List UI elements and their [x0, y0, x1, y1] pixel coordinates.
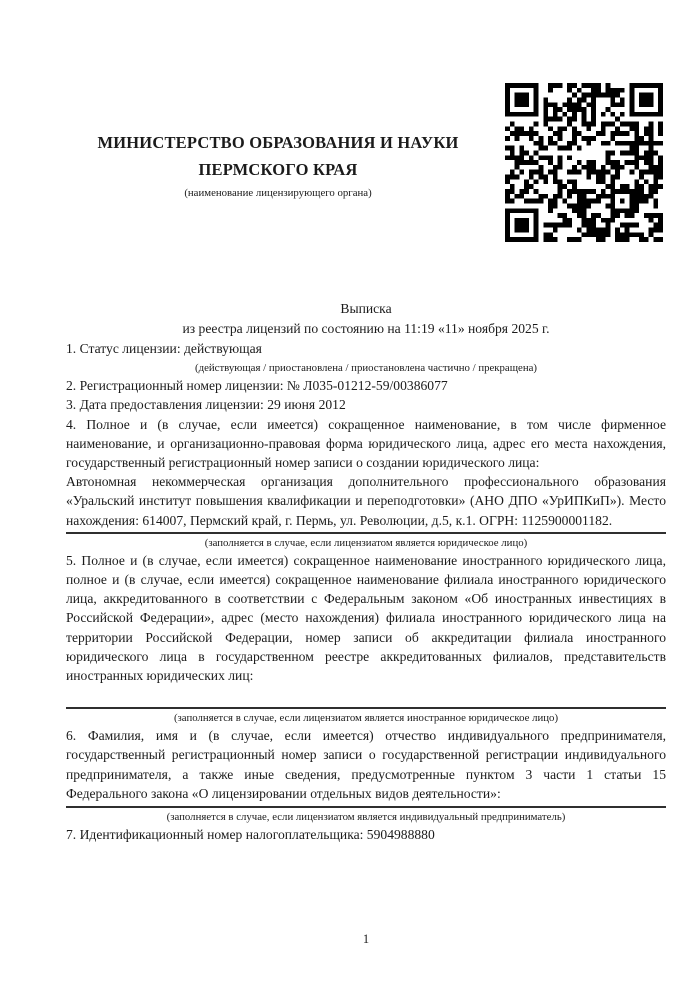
item-registration-number: 2. Регистрационный номер лицензии: № Л035-01212-59/00386077 [66, 378, 448, 394]
fill-line-legal-entity [66, 532, 666, 534]
item-license-status-caption: (действующая / приостановлена / приостановлена частично / прекращена) [195, 362, 537, 375]
ministry-caption: (наименование лицензирующего органа) [184, 187, 372, 199]
ministry-name-line2: ПЕРМСКОГО КРАЯ [198, 160, 358, 179]
item-legal-entity-caption: (заполняется в случае, если лицензиатом является юридическое лицо) [204, 536, 528, 549]
title-line1: Выписка [340, 301, 392, 316]
page-number: 1 [362, 932, 370, 946]
fill-line-foreign-entity [66, 707, 666, 709]
item-grant-date: 3. Дата предоставления лицензии: 29 июня 2012 [66, 397, 346, 413]
fill-line-individual-entrepreneur [66, 806, 666, 808]
document-body [66, 0, 666, 844]
item-individual-entrepreneur-label: 6. Фамилия, имя и (в случае, если имеется) отчество индивидуального предпринимателя, государственный регистрационный номер записи о государственной регистрации индивидуального предпринимателя, а также иные сведения, предусмотренные пунктом 3 части 1 статьи 15 Федерального закона «О лицензировании отдельных видов деятельности»: [66, 728, 666, 801]
item-license-status: 1. Статус лицензии: действующая [66, 341, 262, 356]
item-legal-entity-label: 4. Полное и (в случае, если имеется) сокращенное наименование, в том числе фирменное наименование, и организационно-правовая форма юридического лица, адрес его места нахождения, государственный регистрационный номер записи о создании юридического лица: [66, 416, 666, 471]
document-title [66, 299, 666, 339]
item-legal-entity-value: Автономная некоммерческая организация дополнительного профессионального образования «Уральский институт повышения квалификации и переподготовки» (АНО ДПО «УрИПКиП»). Место нахождения: 614007, Пермский край, г. Пермь, ул. Революции, д.5, к.1. ОГРН: 1125900001182. [66, 474, 666, 528]
title-line2: из реестра лицензий по состоянию на 11:19 «11» ноября 2025 г. [182, 321, 550, 336]
ministry-name-line1: МИНИСТЕРСТВО ОБРАЗОВАНИЯ И НАУКИ [97, 133, 459, 152]
item-foreign-entity-label: 5. Полное и (в случае, если имеется) сокращенное наименование иностранного юридического лица, полное и (в случае, если имеется) сокращенное наименование филиала иностранного юридического лица, аккредитованного в соответствии с Федеральным законом «Об иностранных инвестициях в Российской Федерации», адрес (место нахождения) филиала иностранного юридического лица на территории Российской Федерации, номер записи об аккредитации филиала иностранного юридического лица в государственном реестре аккредитованных филиалов, представительств иностранных юридических лиц: [66, 552, 666, 684]
item-taxpayer-number: 7. Идентификационный номер налогоплательщика: 5904988880 [66, 827, 435, 843]
item-foreign-entity-caption: (заполняется в случае, если лицензиатом является иностранное юридическое лицо) [173, 712, 559, 725]
item-individual-entrepreneur-caption: (заполняется в случае, если лицензиатом является индивидуальный предприниматель) [166, 811, 566, 824]
